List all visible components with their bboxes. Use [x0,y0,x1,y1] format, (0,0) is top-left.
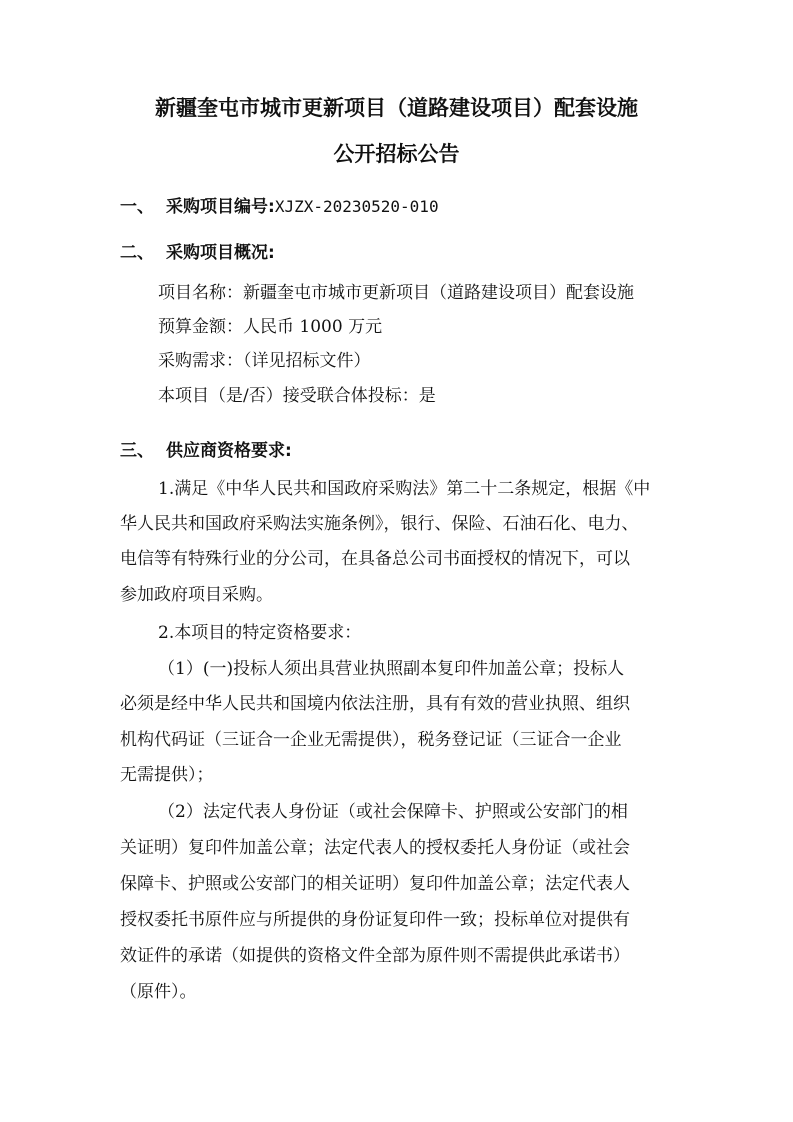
project-code-value: XJZX-20230520-010 [274,197,439,216]
section-2-label: 采购项目概况: [166,243,275,263]
procurement-demand-line: 采购需求：（详见招标文件） [158,351,371,371]
section-1-number: 一、 [120,197,154,217]
section-2-heading [120,240,275,266]
requirement-1-line: 必须是经中华人民共和国境内依法注册，具有有效的营业执照、组织 [120,694,630,714]
requirement-2-line: 关证明）复印件加盖公章；法定代表人的授权委托人身份证（或社会 [120,838,630,858]
project-name-line: 项目名称：新疆奎屯市城市更新项目（道路建设项目）配套设施 [158,283,634,303]
requirement-1-line: （1）(一)投标人须出具营业执照副本复印件加盖公章；投标人 [158,659,625,679]
qualification-paragraph-1-line: 参加政府项目采购。 [120,585,273,605]
section-1-heading [120,194,439,220]
qualification-paragraph-1-line: 1.满足《中华人民共和国政府采购法》第二十二条规定，根据《中 [158,479,651,499]
requirement-2-line: （2）法定代表人身份证（或社会保障卡、护照或公安部门的相 [158,802,628,822]
consortium-bidding-line: 本项目（是/否）接受联合体投标：是 [158,386,436,406]
requirement-2-line: （原件）。 [120,982,197,1002]
section-3-label: 供应商资格要求: [166,441,292,461]
specific-requirements-heading: 2.本项目的特定资格要求： [158,623,362,643]
requirement-2-line: 授权委托书原件应与所提供的身份证复印件一致；投标单位对提供有 [120,910,630,930]
qualification-paragraph-1-line: 华人民共和国政府采购法实施条例》，银行、保险、石油石化、电力、 [120,514,639,534]
budget-line: 预算金额：人民币 1000 万元 [158,317,383,337]
section-2-number: 二、 [120,243,154,263]
document-title-line-2: 公开招标公告 [333,142,460,166]
document-title-line-1: 新疆奎屯市城市更新项目（道路建设项目）配套设施 [155,96,638,120]
requirement-2-line: 保障卡、护照或公安部门的相关证明）复印件加盖公章；法定代表人 [120,874,630,894]
requirement-2-line: 效证件的承诺（如提供的资格文件全部为原件则不需提供此承诺书） [120,946,630,966]
section-3-heading [120,438,292,464]
qualification-paragraph-1-line: 电信等有特殊行业的分公司，在具备总公司书面授权的情况下，可以 [120,549,630,569]
section-1-label: 采购项目编号: [166,197,275,217]
section-3-number: 三、 [120,441,154,461]
requirement-1-line: 无需提供）； [120,765,214,785]
requirement-1-line: 机构代码证（三证合一企业无需提供），税务登记证（三证合一企业 [120,730,622,750]
